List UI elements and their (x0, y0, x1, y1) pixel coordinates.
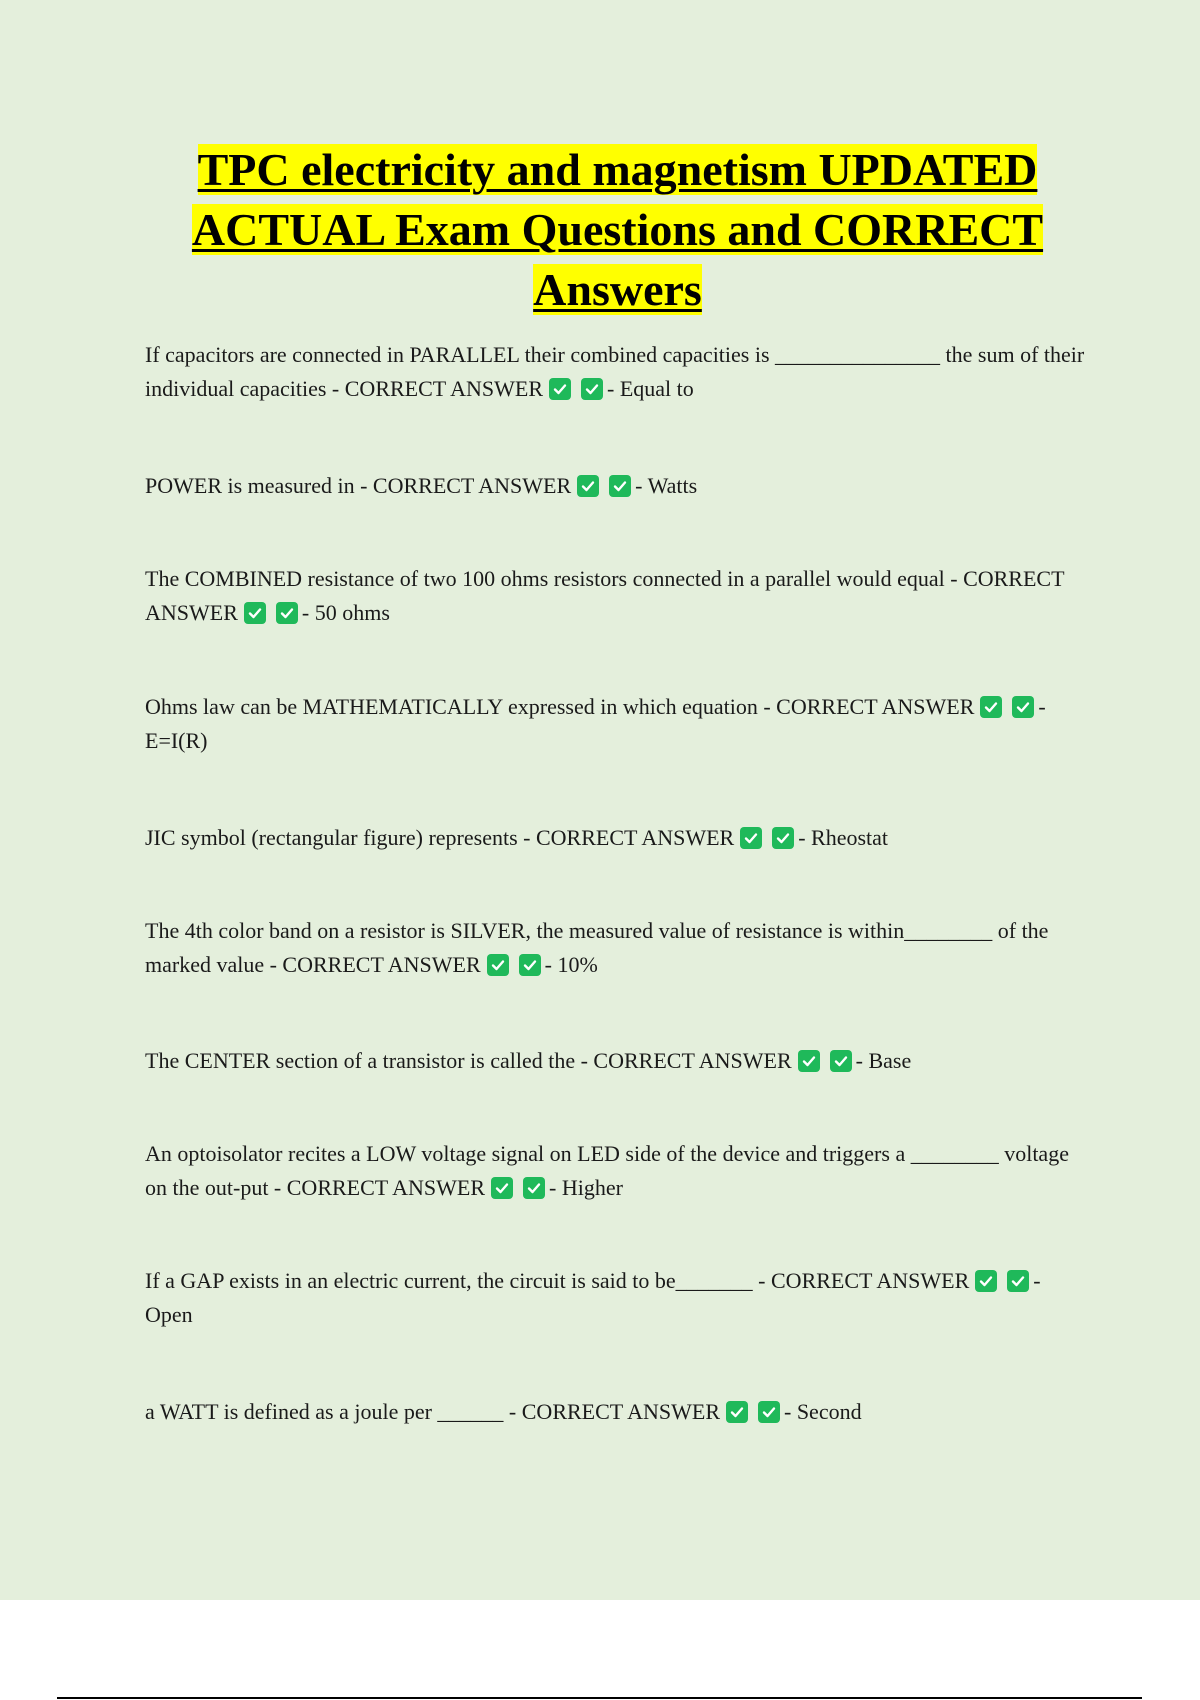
answer-text: - Base (855, 1048, 912, 1073)
check-mark-icon (581, 378, 603, 400)
question-text: If a GAP exists in an electric current, the circuit is said to be_______ - CORRECT ANSWER (145, 1268, 970, 1293)
question-text: An optoisolator recites a LOW voltage signal on LED side of the device and triggers a ________ voltage on the out-put - CORRECT ANSWER (145, 1141, 1069, 1200)
check-mark-icon (519, 954, 541, 976)
check-mark-icon (772, 827, 794, 849)
qa-item (145, 338, 1085, 406)
answer-text: - E=I(R) (145, 694, 1046, 753)
qa-item (145, 690, 1085, 758)
answer-text: - Equal to (607, 376, 694, 401)
answer-text: - Open (145, 1268, 1041, 1327)
qa-item (145, 1395, 1085, 1429)
answer-text: - 50 ohms (301, 600, 390, 625)
question-text: The 4th color band on a resistor is SILVER, the measured value of resistance is within________ of the marked value - CORRECT ANSWER (145, 918, 1049, 977)
question-text: If capacitors are connected in PARALLEL their combined capacities is _______________ the sum of their individual capacities - CORRECT ANSWER (145, 342, 1085, 401)
answer-text: - Rheostat (798, 825, 889, 850)
title-block (130, 140, 1105, 320)
check-mark-icon (726, 1401, 748, 1423)
check-mark-icon (577, 475, 599, 497)
question-text: Ohms law can be MATHEMATICALLY expressed in which equation - CORRECT ANSWER (145, 694, 975, 719)
check-mark-icon (609, 475, 631, 497)
question-text: The COMBINED resistance of two 100 ohms resistors connected in a parallel would equal - CORRECT ANSWER (145, 566, 1065, 625)
qa-item (145, 1044, 1085, 1078)
check-mark-icon (244, 602, 266, 624)
check-mark-icon (1007, 1270, 1029, 1292)
qa-item (145, 1137, 1085, 1205)
footer-divider (57, 1697, 1142, 1699)
check-mark-icon (491, 1177, 513, 1199)
answer-text: - 10% (544, 952, 598, 977)
qa-item (145, 469, 1085, 503)
check-mark-icon (830, 1050, 852, 1072)
check-mark-icon (487, 954, 509, 976)
check-mark-icon (758, 1401, 780, 1423)
page-title-text: TPC electricity and magnetism UPDATED ACTUAL Exam Questions and CORRECT Answers (191, 144, 1044, 315)
question-text: The CENTER section of a transistor is called the - CORRECT ANSWER (145, 1048, 792, 1073)
qa-item (145, 562, 1085, 630)
qa-item (145, 821, 1085, 855)
answer-text: - Higher (549, 1175, 623, 1200)
qa-item (145, 1264, 1085, 1332)
question-text: JIC symbol (rectangular figure) represents - CORRECT ANSWER (145, 825, 735, 850)
question-text: a WATT is defined as a joule per ______ - CORRECT ANSWER (145, 1399, 720, 1424)
check-mark-icon (798, 1050, 820, 1072)
check-mark-icon (276, 602, 298, 624)
question-text: POWER is measured in - CORRECT ANSWER (145, 473, 572, 498)
check-mark-icon (549, 378, 571, 400)
answer-text: - Watts (635, 473, 698, 498)
check-mark-icon (740, 827, 762, 849)
check-mark-icon (980, 696, 1002, 718)
page-title (130, 140, 1105, 320)
check-mark-icon (523, 1177, 545, 1199)
answer-text: - Second (784, 1399, 862, 1424)
check-mark-icon (975, 1270, 997, 1292)
check-mark-icon (1012, 696, 1034, 718)
qa-item (145, 914, 1085, 982)
